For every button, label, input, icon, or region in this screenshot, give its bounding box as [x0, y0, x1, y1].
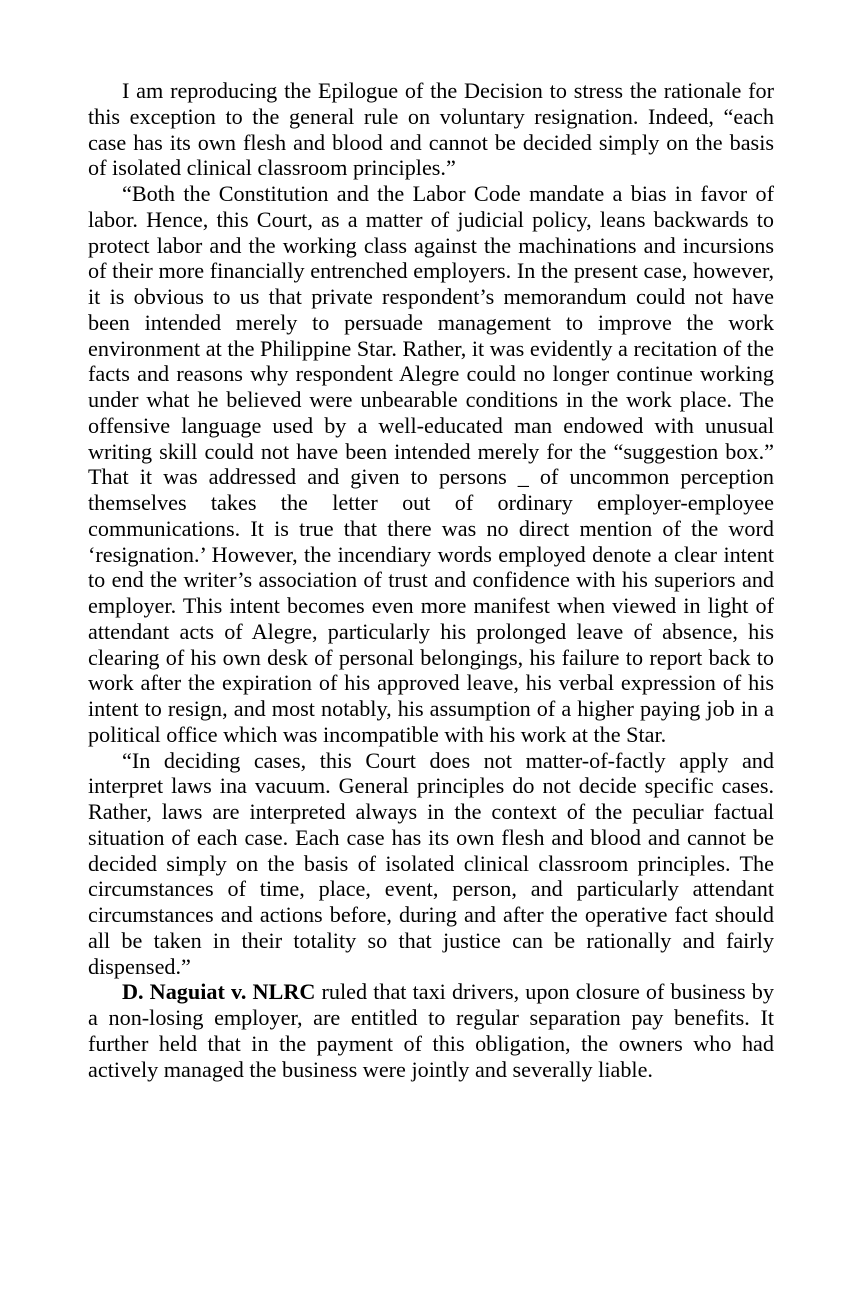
- paragraph-epilogue-intro: I am reproducing the Epilogue of the Decision to stress the rationale for this exception to the general rule on voluntary resignation. Indeed, “each case has its own flesh and blood and cannot be decided simply on the basis of isolated clinical classroom principles.”: [88, 78, 774, 181]
- paragraph-quote-deciding-cases: “In deciding cases, this Court does not matter-of-factly apply and interpret laws ina vacuum. General principles do not decide specific cases. Rather, laws are interpreted always in the context of the peculiar factual situation of each case. Each case has its own flesh and blood and cannot be decided simply on the basis of isolated clinical classroom principles. The circumstances of time, place, event, person, and particularly attendant circumstances and actions before, during and after the operative fact should all be taken in their totality so that justice can be rationally and fairly dispensed.”: [88, 747, 774, 979]
- paragraph-naguiat-body: ruled that taxi drivers, upon closure of business by a non-losing employer, are entitled to regular separation pay benefits. It further held that in the payment of this obligation, the owners who had actively managed the business were jointly and severally liable.: [88, 979, 774, 1082]
- document-page: [88, 78, 774, 1082]
- case-name-heading: D. Naguiat v. NLRC: [122, 979, 316, 1005]
- paragraph-naguiat: [88, 979, 774, 1082]
- paragraph-quote-bias-for-labor: “Both the Constitution and the Labor Code mandate a bias in favor of labor. Hence, this Court, as a matter of judicial policy, leans backwards to protect labor and the working class against the machinations and incursions of their more financially entrenched employers. In the present case, however, it is obvious to us that private respondent’s memorandum could not have been intended merely to persuade management to improve the work environment at the Philippine Star. Rather, it was evidently a recitation of the facts and reasons why respondent Alegre could no longer continue working under what he believed were unbearable conditions in the work place. The offensive language used by a well-educated man endowed with unusual writing skill could not have been intended merely for the “suggestion box.” That it was addressed and given to persons _ of uncommon perception themselves takes the letter out of ordinary employer-employee communications. It is true that there was no direct mention of the word ‘resignation.’ However, the incendiary words employed denote a clear intent to end the writer’s association of trust and confidence with his superiors and employer. This intent becomes even more manifest when viewed in light of attendant acts of Alegre, particularly his prolonged leave of absence, his clearing of his own desk of personal belongings, his failure to report back to work after the expiration of his approved leave, his verbal expression of his intent to resign, and most notably, his assumption of a higher paying job in a political office which was incompatible with his work at the Star.: [88, 181, 774, 747]
